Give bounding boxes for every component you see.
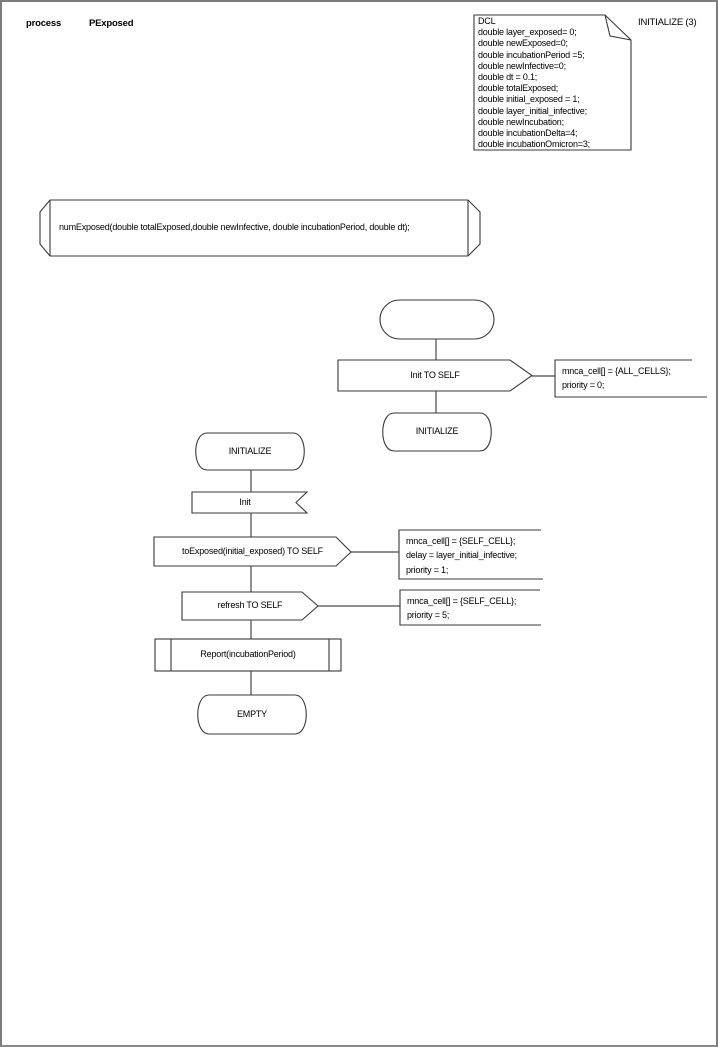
comment-init-text	[562, 364, 671, 393]
dcl-line: double newInfective=0;	[478, 60, 566, 71]
dcl-line: double incubationOmicron=3;	[478, 139, 590, 150]
comment-line: delay = layer_initial_infective;	[406, 550, 517, 561]
frame-label: INITIALIZE (3)	[638, 17, 697, 28]
comment-line: priority = 1;	[406, 564, 449, 575]
process-kind-label: process	[26, 18, 62, 29]
state-empty-label: EMPTY	[236, 708, 267, 719]
dcl-declarations-text	[478, 16, 628, 150]
start-symbol[interactable]	[380, 300, 494, 339]
output-toexposed-label: toExposed(initial_exposed) TO SELF	[182, 545, 323, 556]
comment-refresh-text	[407, 594, 516, 623]
dcl-line: double incubationPeriod =5;	[478, 49, 585, 60]
output-init-to-self-label: Init TO SELF	[410, 369, 460, 380]
dcl-line: double layer_exposed= 0;	[478, 27, 577, 38]
dcl-line: double totalExposed;	[478, 83, 559, 94]
diagram-canvas	[2, 2, 716, 1045]
dcl-line: DCL	[478, 16, 496, 26]
process-name-label: PExposed	[89, 18, 134, 29]
dcl-line: double incubationDelta=4;	[478, 128, 578, 139]
dcl-line: double initial_exposed = 1;	[478, 94, 580, 105]
dcl-line: double layer_initial_infective;	[478, 105, 587, 116]
dcl-line: double dt = 0.1;	[478, 72, 538, 83]
comment-line: mnca_cell[] = {ALL_CELLS};	[562, 366, 671, 376]
comment-line: mnca_cell[] = {SELF_CELL};	[407, 596, 517, 606]
input-init-label: Init	[239, 496, 251, 507]
dcl-line: double newIncubation;	[478, 116, 564, 127]
state-initialize-right-label: INITIALIZE	[415, 426, 459, 437]
comment-line: mnca_cell[] = {SELF_CELL};	[406, 536, 516, 546]
comment-line: priority = 5;	[407, 610, 450, 621]
comment-toexposed-text	[406, 534, 517, 577]
procedure-signature-label: numExposed(double totalExposed,double newInfective, double incubationPeriod, double dt);	[59, 222, 410, 233]
output-refresh-label: refresh TO SELF	[217, 600, 283, 611]
comment-line: priority = 0;	[562, 380, 605, 391]
procedure-call-report-label: Report(incubationPeriod)	[200, 649, 296, 660]
dcl-line: double newExposed=0;	[478, 38, 568, 49]
state-initialize-left-label: INITIALIZE	[228, 445, 272, 456]
